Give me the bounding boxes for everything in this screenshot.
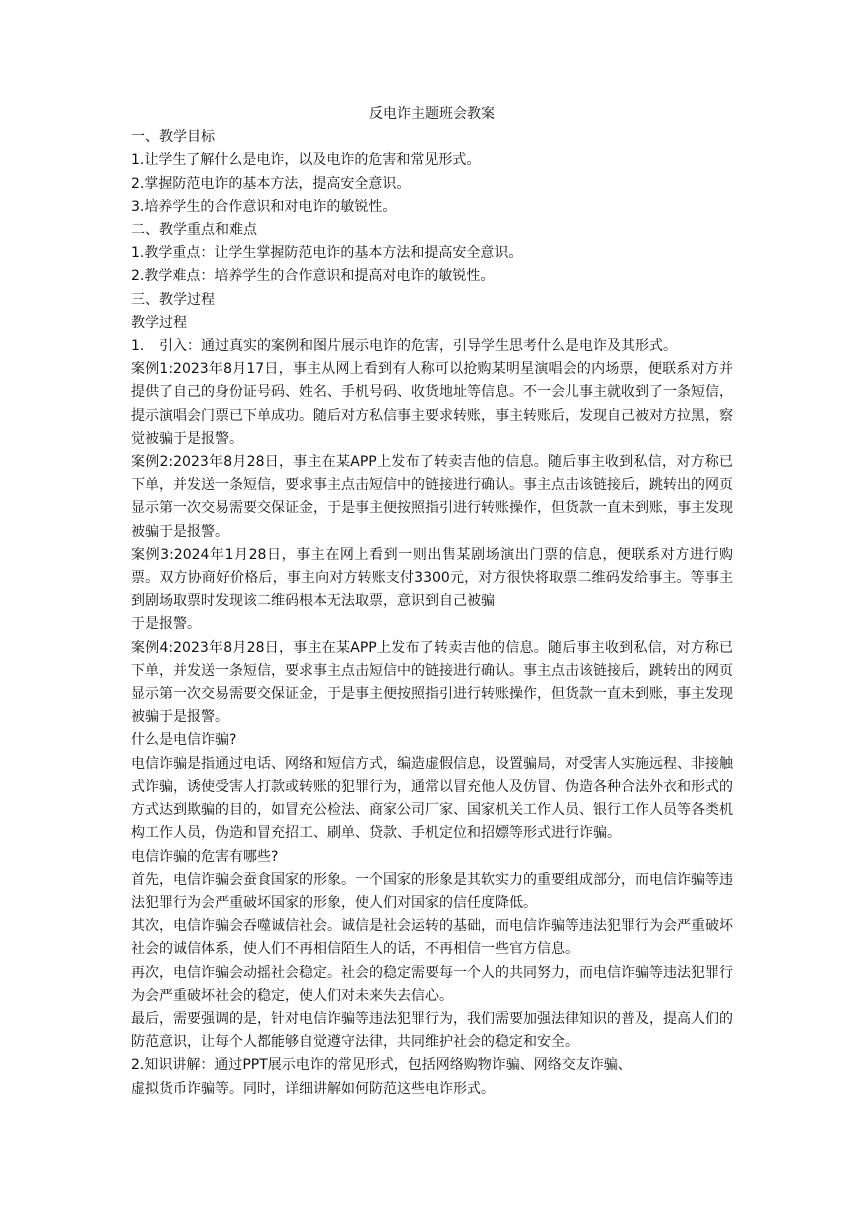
objective-item: 3.培养学生的合作意识和对电诈的敏锐性。: [131, 198, 397, 215]
process-heading: 三、教学过程: [131, 291, 215, 308]
intro-text: 引入：通过真实的案例和图片展示电诈的危害，引导学生思考什么是电诈及其形式。: [159, 338, 677, 355]
case-paragraph-continued: 于是报警。: [131, 616, 201, 633]
objective-item: 1.让学生了解什么是电诈，以及电诈的危害和常见形式。: [131, 152, 481, 169]
case-paragraph: 案例1:2023年8月17日，事主从网上看到有人称可以抢购某明星演唱会的内场票，便联系对方并提供了自己的身份证号码、姓名、手机号码、收货地址等信息。不一会儿事主就收到了一条短信，提示演唱会门票已下单成功。随后对方私信事主要求转账，事主转账后，发现自己被对方拉黑，察觉被骗于是报警。: [131, 361, 733, 447]
objectives-heading: 一、教学目标: [131, 129, 215, 146]
document-body: [131, 103, 733, 1101]
case-paragraph: 案例3:2024年1月28日，事主在网上看到一则出售某剧场演出门票的信息，便联系对方进行购票。双方协商好价格后，事主向对方转账支付3300元，对方很快将取票二维码发给事主。等事主到剧场取票时发现该二维码根本无法取票，意识到自己被骗: [131, 546, 733, 610]
harm-paragraph: 首先，电信诈骗会蚕食国家的形象。一个国家的形象是其软实力的重要组成部分，而电信诈骗等违法犯罪行为会严重破坏国家的形象，使人们对国家的信任度降低。: [131, 871, 733, 911]
harm-paragraph: 再次，电信诈骗会动摇社会稳定。社会的稳定需要每一个人的共同努力，而电信诈骗等违法犯罪行为会严重破坏社会的稳定，使人们对未来失去信心。: [131, 964, 733, 1004]
knowledge-paragraph: 2.知识讲解：通过PPT展示电诈的常见形式，包括网络购物诈骗、网络交友诈骗、: [131, 1057, 632, 1074]
what-is-paragraph: 电信诈骗是指通过电话、网络和短信方式，编造虚假信息，设置骗局，对受害人实施远程、非接触式诈骗，诱使受害人打款或转账的犯罪行为，通常以冒充他人及仿冒、伪造各种合法外衣和形式的方式达到欺骗的目的，如冒充公检法、商家公司厂家、国家机关工作人员、银行工作人员等各类机构工作人员，伪造和冒充招工、刷单、贷款、手机定位和招嫖等形式进行诈骗。: [131, 755, 733, 842]
process-subheading: 教学过程: [131, 314, 187, 331]
harm-paragraph: 最后，需要强调的是，针对电信诈骗等违法犯罪行为，我们需要加强法律知识的普及，提高人们的防范意识，让每个人都能够自觉遵守法律，共同维护社会的稳定和安全。: [131, 1010, 733, 1051]
key-point-item: 1.教学重点：让学生掌握防范电诈的基本方法和提高安全意识。: [131, 245, 523, 262]
intro-number: 1.: [131, 338, 145, 355]
case-paragraph: 案例4:2023年8月28日，事主在某APP上发布了转卖吉他的信息。随后事主收到私信，对方称已下单，并发送一条短信，要求事主点击短信中的链接进行确认。事主点击该链接后，跳转出的网页显示第一次交易需要交保证金，于是事主便按照指引进行转账操作，但货款一直未到账，事主发现被骗于是报警。: [131, 639, 733, 726]
harm-heading: 电信诈骗的危害有哪些?: [131, 848, 279, 865]
key-points-heading: 二、教学重点和难点: [131, 222, 257, 239]
what-is-heading: 什么是电信诈骗?: [131, 732, 237, 749]
knowledge-paragraph-continued: 虚拟货币诈骗等。同时，详细讲解如何防范这些电诈形式。: [131, 1080, 495, 1097]
case-paragraph: 案例2:2023年8月28日，事主在某APP上发布了转卖吉他的信息。随后事主收到私信，对方称已下单，并发送一条短信，要求事主点击短信中的链接进行确认。事主点击该链接后，跳转出的网页显示第一次交易需要交保证金，于是事主便按照指引进行转账操作，但货款一直未到账，事主发现被骗于是报警。: [131, 454, 733, 540]
intro-paragraph: [131, 335, 733, 358]
objective-item: 2.掌握防范电诈的基本方法，提高安全意识。: [131, 175, 411, 192]
key-point-item: 2.教学难点：培养学生的合作意识和提高对电诈的敏锐性。: [131, 268, 495, 285]
harm-paragraph: 其次，电信诈骗会吞噬诚信社会。诚信是社会运转的基础，而电信诈骗等违法犯罪行为会严重破坏社会的诚信体系，使人们不再相信陌生人的话，不再相信一些官方信息。: [131, 918, 733, 958]
document-title: 反电诈主题班会教案: [369, 106, 495, 122]
